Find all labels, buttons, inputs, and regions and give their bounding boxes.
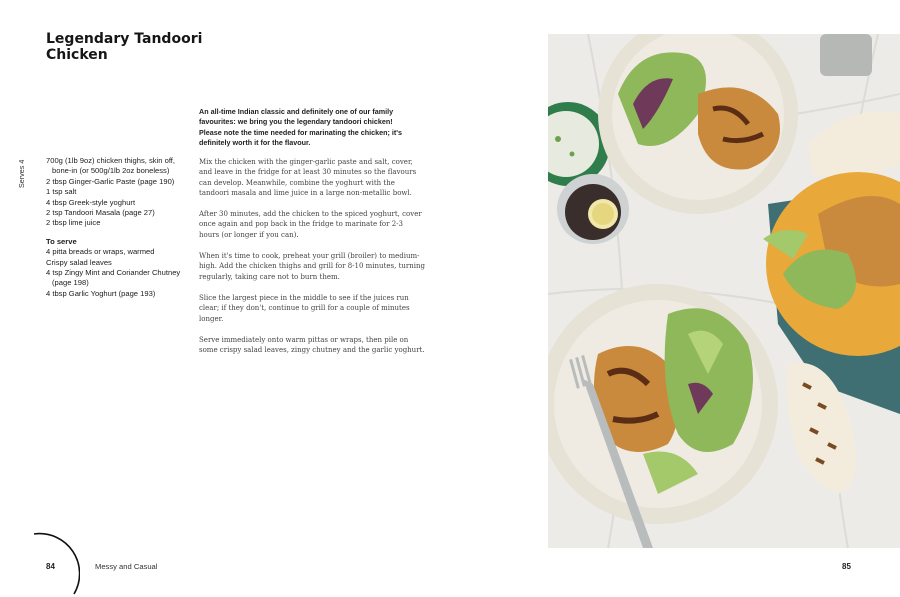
method-steps: [199, 157, 425, 366]
to-serve-item: 4 tbsp Garlic Yoghurt (page 193): [46, 288, 156, 298]
page-number-right: 85: [842, 562, 851, 571]
recipe-title: Legendary Tandoori Chicken: [46, 31, 203, 63]
ingredient-item: 2 tsp Tandoori Masala (page 27): [46, 208, 155, 218]
ingredient-item: 2 tbsp Ginger-Garlic Paste (page 190): [46, 176, 175, 186]
to-serve-item: 4 pitta breads or wraps, warmed: [46, 247, 155, 257]
ingredient-item: 4 tbsp Greek-style yoghurt: [46, 197, 136, 207]
serves-label: Serves 4: [17, 159, 26, 188]
food-photo-illustration: [548, 34, 900, 548]
recipe-photo: [548, 34, 900, 548]
section-name: Messy and Casual: [95, 562, 158, 571]
to-serve-heading: To serve: [46, 236, 77, 246]
recipe-intro: An all-time Indian classic and definitely one of our family favourites: we bring you the legendary tandoori chicken! Please note the time needed for marinating the chicken; it's definitely worth it for the flavour.: [199, 107, 403, 147]
method-step: Mix the chicken with the ginger-garlic paste and salt, cover, and leave in the fridge for at least 30 minutes so the flavours can develop. Meanwhile, combine the yoghurt with the tandoori masala and lime juice in a large non-metallic bowl.: [199, 158, 417, 197]
ingredient-item: 1 tsp salt: [46, 187, 77, 197]
page-number-left: 84: [46, 562, 55, 571]
ingredient-item: 2 tbsp lime juice: [46, 218, 101, 228]
to-serve-item: 4 tsp Zingy Mint and Coriander Chutney (page 198): [46, 268, 181, 288]
method-step: When it's time to cook, preheat your grill (broiler) to medium-high. Add the chicken thighs and grill for 8-10 minutes, turning regularly, taking care not to burn them.: [199, 252, 425, 281]
ingredients-list: [46, 156, 196, 299]
method-step: Slice the largest piece in the middle to see if the juices run clear; if they don't, continue to grill for a couple of minutes longer.: [199, 293, 410, 323]
ingredient-item: 700g (1lb 9oz) chicken thighs, skin off, bone-in (or 500g/1lb 2oz boneless): [46, 156, 176, 176]
method-step: After 30 minutes, add the chicken to the spiced yoghurt, cover once again and pop back in the fridge to marinate for 2-3 hours (or longer if you can).: [199, 210, 422, 239]
method-step: Serve immediately onto warm pittas or wraps, then pile on some crispy salad leaves, zingy chutney and the garlic yoghurt.: [199, 335, 425, 355]
to-serve-item: Crispy salad leaves: [46, 257, 112, 267]
decorative-arc: [0, 532, 80, 597]
